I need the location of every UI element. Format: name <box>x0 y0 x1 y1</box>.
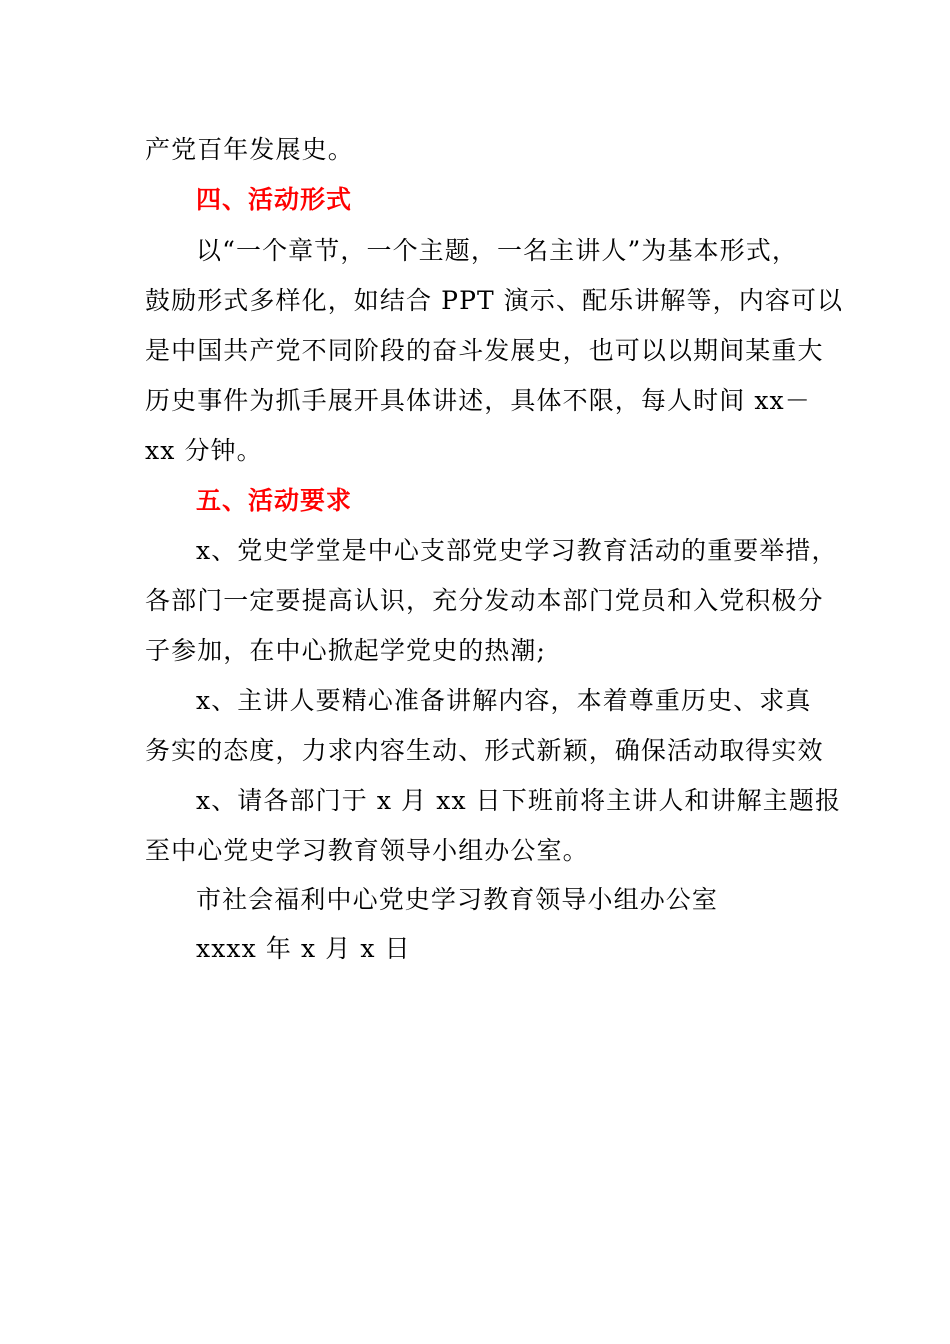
item1-line-1: x、党史学堂是中心支部党史学习教育活动的重要举措， <box>196 536 838 565</box>
signature-org: 市社会福利中心党史学习教育领导小组办公室 <box>196 885 719 914</box>
item1-line-2: 各部门一定要提高认识，充分发动本部门党员和入党积极分 <box>145 586 824 615</box>
section4-line-5: xx 分钟。 <box>145 436 263 465</box>
item2-line-1: x、主讲人要精心准备讲解内容，本着尊重历史、求真 <box>196 686 812 715</box>
section3-tail-line: 产党百年发展史。 <box>145 135 354 164</box>
section4-line-3: 是中国共产党不同阶段的奋斗发展史，也可以以期间某重大 <box>145 336 824 365</box>
item2-line-2: 务实的态度，力求内容生动、形式新颖，确保活动取得实效 <box>145 736 824 765</box>
section5-heading: 五、活动要求 <box>196 486 353 515</box>
section4-line-2: 鼓励形式多样化，如结合 PPT 演示、配乐讲解等，内容可以 <box>145 286 844 315</box>
section4-line-4: 历史事件为抓手展开具体讲述，具体不限，每人时间 xx－ <box>145 386 811 415</box>
item1-line-3: 子参加，在中心掀起学党史的热潮; <box>145 636 547 665</box>
section4-line-1: 以“一个章节，一个主题，一名主讲人”为基本形式， <box>196 236 798 265</box>
signature-date: xxxx 年 x 月 x 日 <box>196 934 411 963</box>
item3-line-1: x、请各部门于 x 月 xx 日下班前将主讲人和讲解主题报 <box>196 786 842 815</box>
item3-line-2: 至中心党史学习教育领导小组办公室。 <box>145 836 589 865</box>
section4-heading: 四、活动形式 <box>196 185 353 214</box>
